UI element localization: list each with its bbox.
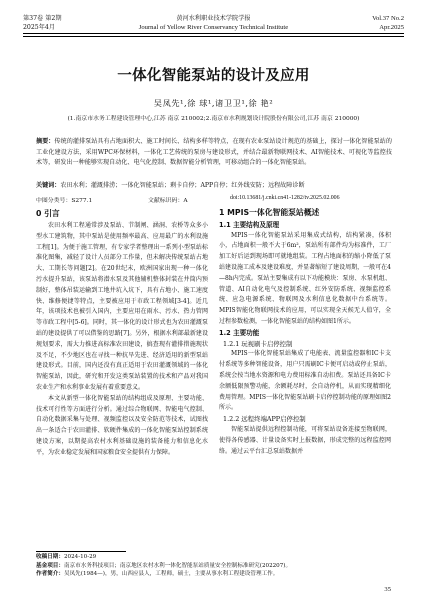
abstract-label: 摘要： — [36, 138, 55, 145]
section-heading-intro: 0 引言 — [36, 209, 60, 218]
keywords-text: 农田水利；灌溉排涝；一体化智能泵站；剩卡自停；APP自停；红外线安防；远程故障诊断 — [60, 182, 305, 189]
journal-title-en: Journal of Yellow River Conservancy Technical Institute — [138, 24, 289, 31]
author-list: 吴凤先¹,徐 球¹,诸卫卫¹,徐 艳² — [153, 98, 274, 108]
subsubsection-heading-card-control: 1.2.1 玩视刷卡启停控制 — [223, 339, 293, 348]
fund-text: 南京市水务科技项目；南京地区农村水利一体化智能泵站质量安全控制标准研究(202207)。 — [63, 562, 292, 569]
paper-title: 一体化智能泵站的设计及应用 — [117, 68, 310, 84]
keywords-label: 关键词： — [36, 182, 61, 189]
author-affiliation: (1.南京市水务工程建设管理中心,江苏 南京 210002;2.南京市水利规划设计院股份有限公司,江苏 南京 210000) — [67, 116, 360, 122]
keywords — [36, 181, 392, 192]
header-rule-top — [23, 33, 404, 34]
subsubsection-heading-app-control: 1.2.2 远程终端APP启停控制 — [223, 415, 306, 424]
footnote-received — [36, 553, 96, 561]
card-control-paragraph: MPIS一体化智能泵站集成了电能表、流量监控器和IC卡支付系统等多种智能设备，用户只需刷IC卡便可启动或停止泵站，系统会按当地水资源和电力费用标准自动扣费。泵站还具备IC卡余额低限预警功能，余额耗尽时，会自动停机，从而实现精细化费用管理。MPIS一体化智能泵站刷卡启停控制功能的原理如图2所示。 — [219, 350, 391, 412]
header-rule-bottom — [23, 36, 404, 37]
journal-volume-en: Vol.37 No.2 — [372, 15, 404, 22]
journal-title-cn: 黄河水利职业技术学院学报 — [176, 15, 251, 22]
author-bio-label: 作者简介： — [36, 571, 64, 577]
fund-label: 基金项目： — [36, 562, 64, 569]
doi: doi:10.13681/j.cnki.cn41-1282/tv.2025.02.006 — [230, 195, 340, 201]
clc-number: 中图分类号：S277.1 — [36, 198, 93, 204]
footnote-rule — [36, 551, 126, 552]
intro-paragraph-2: 本文从新型一体化智能泵站的结构组成及原理、主要功能、技术可行性等方面进行分析。通过综合物联网、智能电气控制、自动化数据采集与处理、视频监控以及安全防范等技术，试图找出一条适合于农田灌排、软硬件集成的一体化智能泵站控制系统建设方案，以期提高农村水利基础设施的装备能力和信息化水平，为农业稳定发展和国家粮食安全提供有力保障。 — [36, 394, 208, 456]
journal-date: 2025年4月 — [23, 24, 56, 31]
subsection-heading-functions: 1.2 主要功能 — [219, 328, 260, 337]
subsection-heading-structure: 1.1 主要结构及原理 — [219, 220, 280, 229]
journal-date-en: Apr.2025 — [379, 24, 404, 31]
received-label: 收稿日期： — [36, 554, 64, 560]
received-date: 2024-10-29 — [63, 554, 97, 560]
structure-paragraph: MPIS一体化智能泵站采用集成式结构，结构紧凑，体积小，占地面积一般不大于6m²，泵站所有部件均为标准件，工厂加工好后运到现场即可就地组装。工程占地面积的缩小降低了泵站建设施工成本及建设难度，并显著缩短了建设周期，一般可在4—8h内完成。泵站主要集成有以下功能模块：泵房、水泵机组、管道、AI自动化电气及控制系统、红外安防系统、视频监控系统、应急电源系统、物联网及水利信息化数据中台系统等。MPIS智能化物联网技术的应用，可以实现全天候无人值守，全过程参数检测，一体化智能泵站的结构如图1所示。 — [219, 231, 391, 325]
page-number: 35 — [384, 586, 391, 593]
author-bio-text: 吴凤先(1984—)，男，山西应县人，工程师，硕士，主要从事水利工程建设管理工作。 — [63, 571, 279, 577]
abstract — [36, 137, 392, 169]
right-column-body — [219, 208, 391, 591]
left-column-body — [36, 221, 208, 547]
section-heading-overview: 1 MPIS一体化智能泵站概述 — [219, 208, 320, 217]
app-control-paragraph: 智能泵站提供远程控制功能，可将泵站设备连接至物联网，使得各传感器、计量设备实时上报数据，形成完整的远程监控网络。通过云平台汇总泵站数据并 — [219, 425, 391, 455]
intro-paragraph-1: 农田水利工程通常涉及泵站、节制闸、涵洞、农桥等众多小型水工建筑物，其中泵站是使用频率最高、应用最广的水利设施工程[1]。为便于施工管理，有专家学者整理出一系列小型泵站标准化图集，减轻了设计人员部分工作量，但未解决传统泵站占地大、工期长等问题[2]。在20世纪末，欧洲国家出现一种一体化污水提升泵站，该泵站将潜水泵及其他辅机整体封装在井筒内预制好，整体吊装运输到工地井坑入坑下，具有占地小、施工速度快、维修便捷等特点，主要被应用于市政工程领域[3-4]。近几年，该项技术也被引入国内，主要应用在雨水、污水、热力管网等市政工程中[5-6]。同时，其一体化的设计形式也为农田灌溉泵站的建设提供了可以借鉴的思路[7]。另外，根据水利部最新建设规划要求，需大力推进高标准农田建设，搞查现有灌排措施现状及不足，不少地区也在寻找一种抗旱先进、经济适用的新型泵站建设形式。目前，国内还没有真正适用于农田灌溉领域的一体化智能泵站，因此，研究和开发这类泵站装置的技术和产品对我国农业生产和水利事业发展有着重要意义。 — [36, 222, 208, 391]
abstract-text: 传统的灌排泵站具有占地面积大、施工时间长、结构多样等特点，在现有农业泵站设计规范的基础上，探讨一体化智能泵站的工业化建设方法，采用WPC环保材料，一体化工艺传统的泵房与建设形式，并结合最新物联网技术、AI智能技术、可视化等监控技术等，研发出一种能够实现自动化、电气化控制、数据智能分析管理，可移动组合的一体化智能泵站。 — [36, 138, 393, 167]
footnote-author — [36, 570, 278, 578]
journal-volume-issue: 第37卷 第2期 — [23, 15, 62, 22]
footnote-fund — [36, 562, 291, 570]
document-code: 文献标识码：A — [148, 198, 188, 204]
